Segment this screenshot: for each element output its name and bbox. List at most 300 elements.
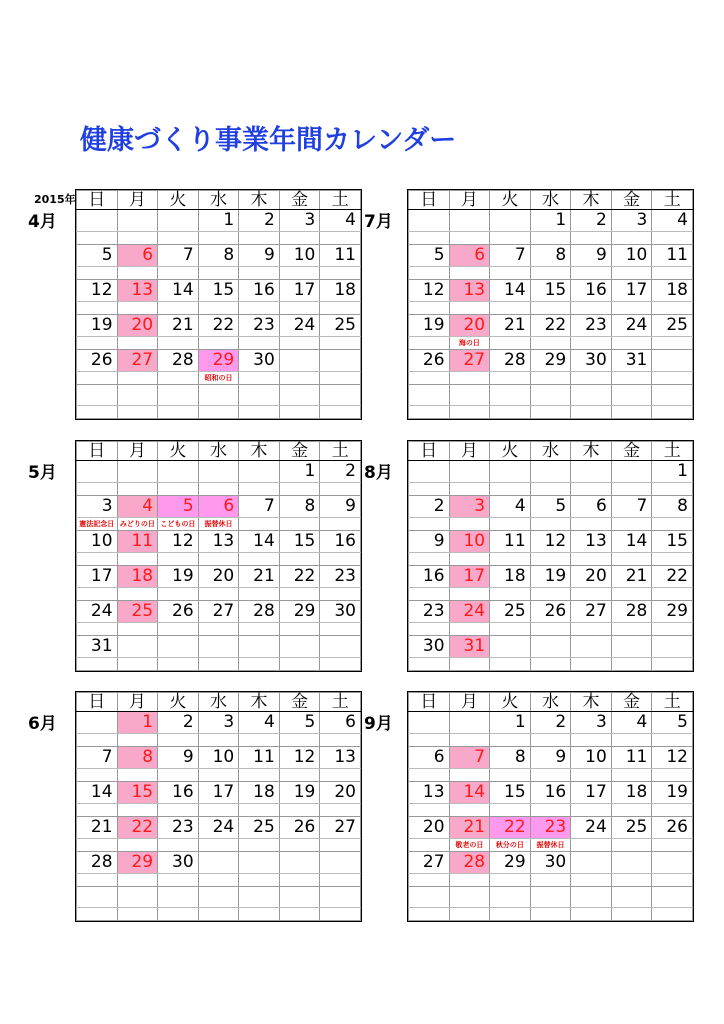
day-cell: 9 [239, 245, 280, 267]
day-cell: 18 [490, 566, 531, 588]
note-cell [239, 372, 280, 385]
day-cell: 18 [652, 280, 693, 302]
day-cell: 20 [409, 817, 450, 839]
note-cell [239, 518, 280, 531]
note-cell [77, 908, 118, 921]
note-cell [279, 302, 320, 315]
day-cell: 12 [279, 747, 320, 769]
empty-day-cell [279, 385, 320, 406]
note-cell [409, 232, 450, 245]
day-cell: 8 [279, 496, 320, 518]
note-cell [530, 874, 571, 887]
note-cell [449, 302, 490, 315]
day-cell: 11 [117, 531, 158, 553]
day-cell: 31 [77, 636, 118, 658]
note-cell [320, 623, 361, 636]
day-cell: 3 [198, 712, 239, 734]
note-cell [652, 874, 693, 887]
empty-day-cell [279, 636, 320, 658]
day-cell: 1 [652, 461, 693, 483]
note-cell [158, 839, 199, 852]
note-cell [279, 588, 320, 601]
note-cell [409, 267, 450, 280]
note-cell [77, 623, 118, 636]
note-cell [611, 337, 652, 350]
day-cell: 13 [409, 782, 450, 804]
empty-day-cell [279, 350, 320, 372]
day-cell: 14 [239, 531, 280, 553]
day-cell: 2 [239, 210, 280, 232]
note-cell [117, 804, 158, 817]
weekday-header: 火 [490, 442, 531, 461]
note-cell [77, 588, 118, 601]
empty-day-cell [652, 385, 693, 406]
note-cell [117, 232, 158, 245]
note-cell [571, 734, 612, 747]
note-cell [490, 734, 531, 747]
note-cell [530, 588, 571, 601]
empty-day-cell [409, 461, 450, 483]
day-cell: 4 [320, 210, 361, 232]
note-cell [158, 302, 199, 315]
day-cell: 18 [320, 280, 361, 302]
empty-day-cell [530, 887, 571, 908]
note-cell [158, 804, 199, 817]
day-cell: 10 [611, 245, 652, 267]
day-cell: 14 [158, 280, 199, 302]
note-cell [117, 337, 158, 350]
day-cell: 8 [530, 245, 571, 267]
note-cell [158, 232, 199, 245]
day-cell: 27 [117, 350, 158, 372]
note-cell [198, 804, 239, 817]
note-cell [320, 406, 361, 419]
month-label: 5月 [28, 463, 57, 483]
day-cell: 22 [530, 315, 571, 337]
weekday-header: 木 [571, 191, 612, 210]
note-cell [117, 406, 158, 419]
day-cell: 18 [611, 782, 652, 804]
empty-day-cell [611, 852, 652, 874]
day-cell: 28 [449, 852, 490, 874]
day-cell: 8 [490, 747, 531, 769]
note-cell [611, 232, 652, 245]
day-cell: 13 [117, 280, 158, 302]
note-cell [530, 769, 571, 782]
note-cell [409, 588, 450, 601]
day-cell: 7 [239, 496, 280, 518]
note-cell [449, 588, 490, 601]
note-cell [409, 839, 450, 852]
weekday-header: 木 [239, 693, 280, 712]
holiday-name: 秋分の日 [490, 839, 531, 852]
day-cell: 6 [117, 245, 158, 267]
day-cell: 24 [449, 601, 490, 623]
weekday-header: 月 [117, 191, 158, 210]
note-cell [198, 406, 239, 419]
day-cell: 1 [279, 461, 320, 483]
note-cell [449, 769, 490, 782]
note-cell [652, 302, 693, 315]
holiday-name: 敬老の日 [449, 839, 490, 852]
day-cell: 17 [198, 782, 239, 804]
note-cell [571, 874, 612, 887]
empty-day-cell [490, 461, 531, 483]
note-cell [320, 908, 361, 921]
day-cell: 10 [77, 531, 118, 553]
note-cell [117, 908, 158, 921]
day-cell: 15 [530, 280, 571, 302]
note-cell [239, 908, 280, 921]
weekday-header: 土 [652, 191, 693, 210]
day-cell: 14 [611, 531, 652, 553]
note-cell [77, 232, 118, 245]
day-cell: 15 [117, 782, 158, 804]
day-cell: 22 [117, 817, 158, 839]
empty-day-cell [239, 385, 280, 406]
day-cell: 30 [571, 350, 612, 372]
note-cell [117, 483, 158, 496]
weekday-header: 日 [409, 191, 450, 210]
note-cell [611, 769, 652, 782]
day-cell: 1 [530, 210, 571, 232]
empty-day-cell [449, 712, 490, 734]
note-cell [320, 267, 361, 280]
note-cell [530, 372, 571, 385]
note-cell [571, 588, 612, 601]
note-cell [279, 658, 320, 671]
note-cell [279, 518, 320, 531]
day-cell: 22 [652, 566, 693, 588]
day-cell: 7 [449, 747, 490, 769]
note-cell [320, 658, 361, 671]
day-cell: 18 [239, 782, 280, 804]
day-cell: 29 [490, 852, 531, 874]
note-cell [320, 553, 361, 566]
day-cell: 29 [530, 350, 571, 372]
note-cell [652, 623, 693, 636]
empty-day-cell [77, 385, 118, 406]
weekday-header: 金 [279, 442, 320, 461]
note-cell [320, 839, 361, 852]
day-cell: 15 [490, 782, 531, 804]
day-cell: 12 [77, 280, 118, 302]
note-cell [158, 588, 199, 601]
day-cell: 21 [77, 817, 118, 839]
weekday-header: 日 [77, 191, 118, 210]
day-cell: 30 [530, 852, 571, 874]
note-cell [449, 372, 490, 385]
note-cell [117, 623, 158, 636]
day-cell: 29 [652, 601, 693, 623]
note-cell [409, 769, 450, 782]
note-cell [652, 232, 693, 245]
empty-day-cell [239, 636, 280, 658]
note-cell [530, 553, 571, 566]
empty-day-cell [239, 887, 280, 908]
note-cell [77, 553, 118, 566]
note-cell [652, 839, 693, 852]
note-cell [611, 874, 652, 887]
note-cell [409, 372, 450, 385]
note-cell [158, 769, 199, 782]
day-cell: 9 [320, 496, 361, 518]
empty-day-cell [490, 385, 531, 406]
day-cell: 12 [409, 280, 450, 302]
note-cell [409, 908, 450, 921]
note-cell [239, 839, 280, 852]
day-cell: 1 [117, 712, 158, 734]
empty-day-cell [158, 385, 199, 406]
day-cell: 12 [158, 531, 199, 553]
note-cell [117, 734, 158, 747]
note-cell [279, 553, 320, 566]
day-cell: 12 [530, 531, 571, 553]
day-cell: 25 [239, 817, 280, 839]
note-cell [409, 518, 450, 531]
empty-day-cell [530, 385, 571, 406]
day-cell: 7 [77, 747, 118, 769]
day-cell: 28 [611, 601, 652, 623]
note-cell [571, 908, 612, 921]
note-cell [320, 337, 361, 350]
note-cell [530, 623, 571, 636]
note-cell [530, 804, 571, 817]
note-cell [449, 553, 490, 566]
note-cell [530, 483, 571, 496]
empty-day-cell [158, 887, 199, 908]
note-cell [239, 483, 280, 496]
day-cell: 6 [320, 712, 361, 734]
day-cell: 26 [409, 350, 450, 372]
empty-day-cell [611, 461, 652, 483]
note-cell [571, 769, 612, 782]
note-cell [571, 658, 612, 671]
weekday-header: 土 [320, 693, 361, 712]
note-cell [279, 232, 320, 245]
day-cell: 3 [571, 712, 612, 734]
day-cell: 10 [571, 747, 612, 769]
note-cell [198, 839, 239, 852]
note-cell [652, 406, 693, 419]
note-cell [158, 483, 199, 496]
day-cell: 28 [490, 350, 531, 372]
note-cell [117, 267, 158, 280]
empty-day-cell [652, 887, 693, 908]
holiday-name: 憲法記念日 [77, 518, 118, 531]
note-cell [77, 483, 118, 496]
weekday-header: 火 [490, 191, 531, 210]
note-cell [449, 406, 490, 419]
note-cell [652, 267, 693, 280]
empty-day-cell [490, 636, 531, 658]
note-cell [652, 372, 693, 385]
day-cell: 6 [198, 496, 239, 518]
empty-day-cell [77, 887, 118, 908]
empty-day-cell [117, 461, 158, 483]
note-cell [490, 658, 531, 671]
note-cell [117, 874, 158, 887]
note-cell [198, 483, 239, 496]
day-cell: 5 [409, 245, 450, 267]
note-cell [652, 908, 693, 921]
month-calendar [75, 189, 362, 420]
holiday-name: みどりの日 [117, 518, 158, 531]
note-cell [198, 623, 239, 636]
empty-day-cell [571, 385, 612, 406]
weekday-header: 日 [77, 442, 118, 461]
day-cell: 11 [652, 245, 693, 267]
day-cell: 11 [320, 245, 361, 267]
day-cell: 7 [611, 496, 652, 518]
empty-day-cell [449, 210, 490, 232]
note-cell [611, 908, 652, 921]
note-cell [320, 734, 361, 747]
day-cell: 18 [117, 566, 158, 588]
day-cell: 31 [449, 636, 490, 658]
empty-day-cell [449, 385, 490, 406]
note-cell [320, 588, 361, 601]
weekday-header: 木 [239, 191, 280, 210]
note-cell [652, 518, 693, 531]
day-cell: 29 [279, 601, 320, 623]
day-cell: 3 [279, 210, 320, 232]
month-calendar [75, 440, 362, 672]
page-title: 健康づくり事業年間カレンダー [80, 125, 457, 156]
note-cell [652, 734, 693, 747]
note-cell [409, 553, 450, 566]
note-cell [490, 267, 531, 280]
weekday-header: 水 [530, 693, 571, 712]
note-cell [279, 804, 320, 817]
day-cell: 2 [530, 712, 571, 734]
empty-day-cell [239, 461, 280, 483]
day-cell: 25 [320, 315, 361, 337]
day-cell: 19 [409, 315, 450, 337]
day-cell: 27 [409, 852, 450, 874]
day-cell: 5 [652, 712, 693, 734]
note-cell [530, 232, 571, 245]
note-cell [117, 658, 158, 671]
note-cell [198, 908, 239, 921]
day-cell: 5 [530, 496, 571, 518]
day-cell: 14 [490, 280, 531, 302]
day-cell: 28 [158, 350, 199, 372]
note-cell [239, 769, 280, 782]
note-cell [117, 769, 158, 782]
note-cell [530, 302, 571, 315]
day-cell: 6 [449, 245, 490, 267]
day-cell: 5 [158, 496, 199, 518]
day-cell: 23 [158, 817, 199, 839]
day-cell: 26 [158, 601, 199, 623]
weekday-header: 金 [611, 693, 652, 712]
day-cell: 17 [449, 566, 490, 588]
weekday-header: 水 [530, 442, 571, 461]
note-cell [530, 406, 571, 419]
note-cell [530, 337, 571, 350]
note-cell [117, 372, 158, 385]
day-cell: 20 [117, 315, 158, 337]
empty-day-cell [320, 887, 361, 908]
note-cell [320, 874, 361, 887]
note-cell [77, 337, 118, 350]
day-cell: 3 [449, 496, 490, 518]
note-cell [77, 874, 118, 887]
empty-day-cell [409, 712, 450, 734]
note-cell [117, 588, 158, 601]
note-cell [158, 623, 199, 636]
empty-day-cell [571, 461, 612, 483]
day-cell: 21 [611, 566, 652, 588]
note-cell [158, 372, 199, 385]
note-cell [490, 588, 531, 601]
note-cell [77, 734, 118, 747]
weekday-header: 金 [611, 442, 652, 461]
day-cell: 16 [158, 782, 199, 804]
day-cell: 4 [117, 496, 158, 518]
month-label: 9月 [364, 714, 393, 734]
note-cell [409, 658, 450, 671]
day-cell: 23 [530, 817, 571, 839]
empty-day-cell [652, 636, 693, 658]
day-cell: 26 [652, 817, 693, 839]
note-cell [279, 372, 320, 385]
weekday-header: 月 [449, 442, 490, 461]
day-cell: 13 [198, 531, 239, 553]
note-cell [611, 658, 652, 671]
day-cell: 19 [530, 566, 571, 588]
note-cell [571, 302, 612, 315]
note-cell [490, 372, 531, 385]
day-cell: 19 [652, 782, 693, 804]
month-calendar [407, 691, 694, 922]
weekday-header: 日 [409, 693, 450, 712]
month-label: 6月 [28, 714, 57, 734]
empty-day-cell [611, 385, 652, 406]
note-cell [409, 302, 450, 315]
note-cell [239, 302, 280, 315]
empty-day-cell [652, 350, 693, 372]
empty-day-cell [158, 461, 199, 483]
empty-day-cell [320, 636, 361, 658]
empty-day-cell [117, 210, 158, 232]
day-cell: 11 [611, 747, 652, 769]
day-cell: 12 [652, 747, 693, 769]
empty-day-cell [449, 461, 490, 483]
day-cell: 23 [409, 601, 450, 623]
day-cell: 10 [198, 747, 239, 769]
note-cell [490, 518, 531, 531]
day-cell: 2 [409, 496, 450, 518]
empty-day-cell [611, 887, 652, 908]
day-cell: 4 [611, 712, 652, 734]
note-cell [530, 267, 571, 280]
day-cell: 25 [611, 817, 652, 839]
day-cell: 16 [239, 280, 280, 302]
day-cell: 31 [611, 350, 652, 372]
weekday-header: 土 [652, 693, 693, 712]
note-cell [530, 908, 571, 921]
day-cell: 4 [652, 210, 693, 232]
note-cell [571, 232, 612, 245]
note-cell [611, 267, 652, 280]
day-cell: 19 [77, 315, 118, 337]
note-cell [198, 658, 239, 671]
day-cell: 4 [239, 712, 280, 734]
note-cell [490, 483, 531, 496]
day-cell: 8 [652, 496, 693, 518]
